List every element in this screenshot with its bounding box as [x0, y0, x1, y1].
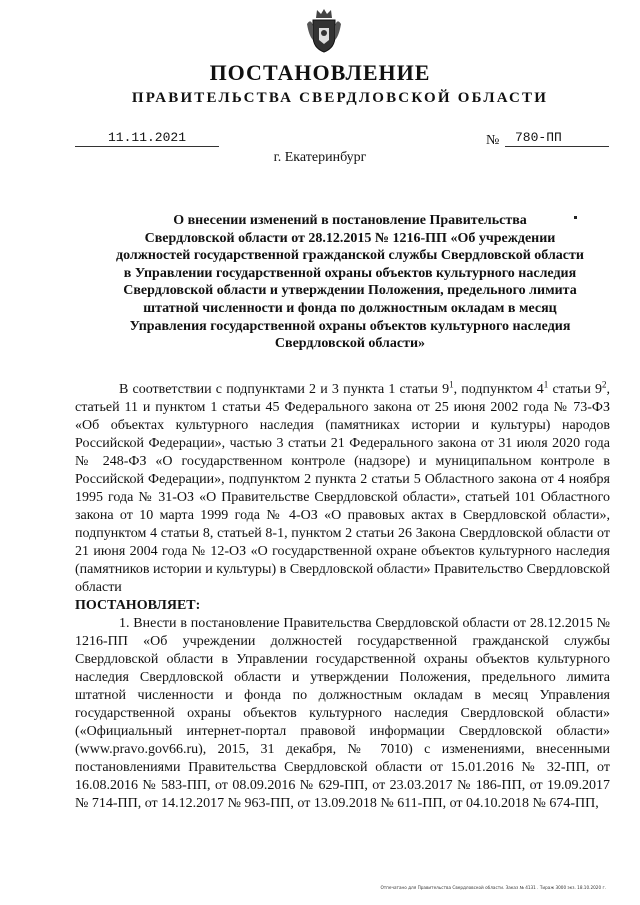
number-sign: № [486, 133, 500, 148]
document-date: 11.11.2021 [75, 130, 219, 147]
heading-line: Свердловской области от 28.12.2015 № 1216-ПП «Об учреждении [144, 230, 556, 246]
document-title: ПОСТАНОВЛЕНИЕ [209, 60, 431, 85]
issuer-subtitle: ПРАВИТЕЛЬСТВА СВЕРДЛОВСКОЙ ОБЛАСТИ [131, 90, 549, 106]
document-city: г. Екатеринбург [273, 150, 367, 165]
document-number: 780-ПП [505, 130, 609, 147]
coat-of-arms-icon [305, 6, 343, 54]
print-footer: Отпечатано для Правительства Свердловской области. Заказ № 4131 . Тираж 3000 экз. 18.10.2020 г. [380, 885, 606, 890]
bullet-mark [574, 216, 577, 219]
heading-line: Свердловской области» [274, 336, 426, 352]
document-body [75, 381, 610, 813]
heading-line: в Управлении государственной охраны объектов культурного наследия [123, 265, 577, 281]
document-heading [90, 212, 610, 353]
resolves-heading: ПОСТАНОВЛЯЕТ: [75, 598, 201, 613]
item-1-paragraph: 1. Внести в постановление Правительства Свердловской области от 28.12.2015 № 1216-ПП «Об учреждении должностей государственной гражданской службы Свердловской области в Управлении государственной охраны объектов культурного наследия Свердловской области и утверждении Положения, предельного лимита штатной численности и фонда по должностным окладам в месяц Управления государственной охраны объектов культурного наследия Свердловской области» («Официальный интернет-портал правовой информации Свердловской области» (www.pravo.gov66.ru), 2015, 31 декабря, № 7010) с изменениями, внесенными постановлениями Правительства Свердловской области от 15.01.2016 № 32-ПП, от 16.08.2016 № 583-ПП, от 08.09.2016 № 629-ПП, от 23.03.2017 № 186-ПП, от 19.09.2017 № 714-ПП, от 14.12.2017 № 963-ПП, от 13.09.2018 № 611-ПП, от 04.10.2018 № 674-ПП, [75, 616, 610, 811]
heading-line: Свердловской области и утверждении Положения, предельного лимита [123, 283, 577, 299]
heading-line: Управления государственной охраны объектов культурного наследия [129, 318, 571, 334]
heading-line: штатной численности и фонда по должностным окладам в месяц [143, 300, 557, 316]
heading-line: должностей государственной гражданской службы Свердловской области [116, 248, 584, 264]
heading-line: О внесении изменений в постановление Правительства [173, 213, 527, 228]
preamble-paragraph: В соответствии с подпунктами 2 и 3 пункта 1 статьи $9^1$, подпунктом $4^1$ статьи $9^2$, статьей 11 и пунктом 1 статьи 45 Федерального закона от 25 июня 2002 года № 73-ФЗ «Об объектах культурного наследия (памятниках истории и культуры) народов Российской Федерации», частью 3 статьи 21 Федерального закона от 31 июля 2020 года № 248-ФЗ «О государственном контроле (надзоре) и муниципальном контроле в Российской Федерации», подпунктом 2 пункта 2 статьи 5 Областного закона от 4 ноября 1995 года № 31-ОЗ «О Правительстве Свердловской области», статьей 101 Областного закона от 10 марта 1999 года № 4-ОЗ «О правовых актах в Свердловской области», подпунктом 4 статьи 8, статьей 8-1, пунктом 2 статьи 26 Закона Свердловской области от 21 июня 2004 года № 12-ОЗ «О государственной охране объектов культурного наследия (памятников истории и культуры) в Свердловской области» Правительство Свердловской области [75, 379, 610, 595]
